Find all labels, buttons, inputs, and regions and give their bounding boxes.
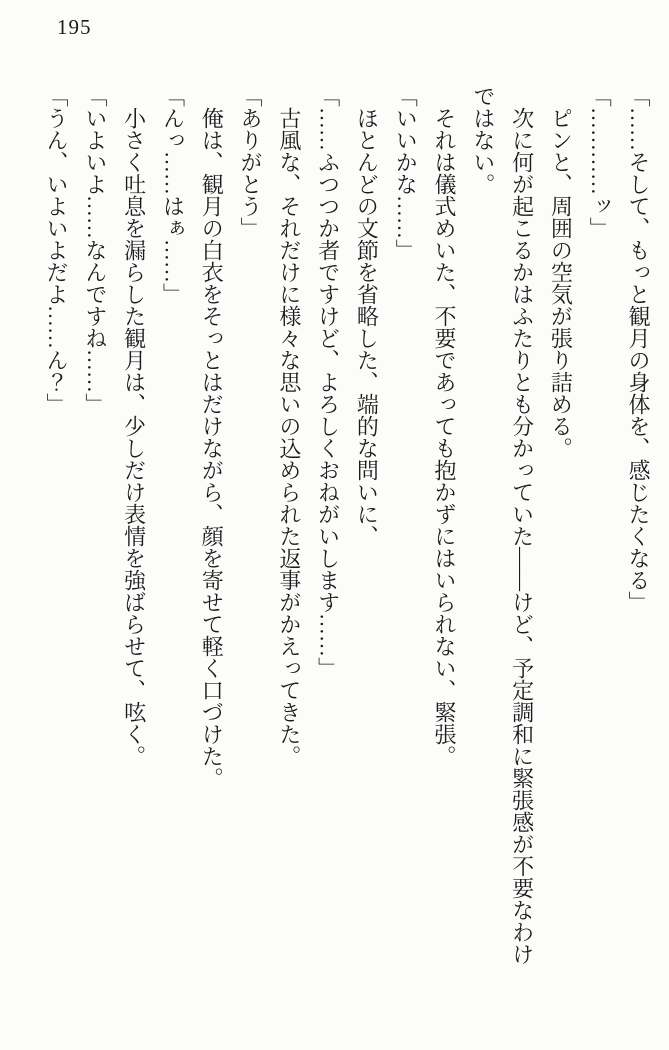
dialogue-paragraph: 「……ふつつか者ですけど、よろしくおねがいします……」: [315, 85, 341, 679]
dialogue-paragraph: 「うん、いよいよだよ……ん？」: [44, 85, 70, 415]
dialogue-paragraph: 「……そして、もっと観月の身体を、感じたくなる」: [626, 85, 651, 613]
dialogue-paragraph: 「いいかな……」: [393, 85, 419, 261]
page-number: 195: [57, 15, 92, 39]
narrative-paragraph: それは儀式めいた、不要であっても抱かずにはいられない、緊張。: [432, 107, 458, 767]
dialogue-paragraph: 「いよいよ……なんですね……」: [82, 85, 108, 415]
dialogue-paragraph: 「ありがとう」: [238, 85, 264, 239]
dialogue-paragraph: 「…………ッ」: [587, 85, 613, 239]
narrative-paragraph: 俺は、観月の白衣をそっとはだけながら、顔を寄せて軽く口づけた。: [199, 107, 225, 789]
narrative-paragraph: 次に何が起こるかはふたりとも分かっていた――けど、予定調和に緊張感が不要なわけではない。: [470, 85, 535, 965]
text-block: [36, 85, 657, 971]
dialogue-paragraph: 「んっ……はぁ……」: [160, 85, 186, 305]
narrative-paragraph: 小さく吐息を漏らした観月は、少しだけ表情を強ばらせて、呟く。: [121, 107, 147, 767]
narrative-paragraph: ピンと、周囲の空気が張り詰める。: [548, 107, 574, 459]
narrative-paragraph: ほとんどの文節を省略した、端的な問いに、: [354, 107, 380, 547]
narrative-paragraph: 古風な、それだけに様々な思いの込められた返事がかえってきた。: [276, 107, 302, 767]
